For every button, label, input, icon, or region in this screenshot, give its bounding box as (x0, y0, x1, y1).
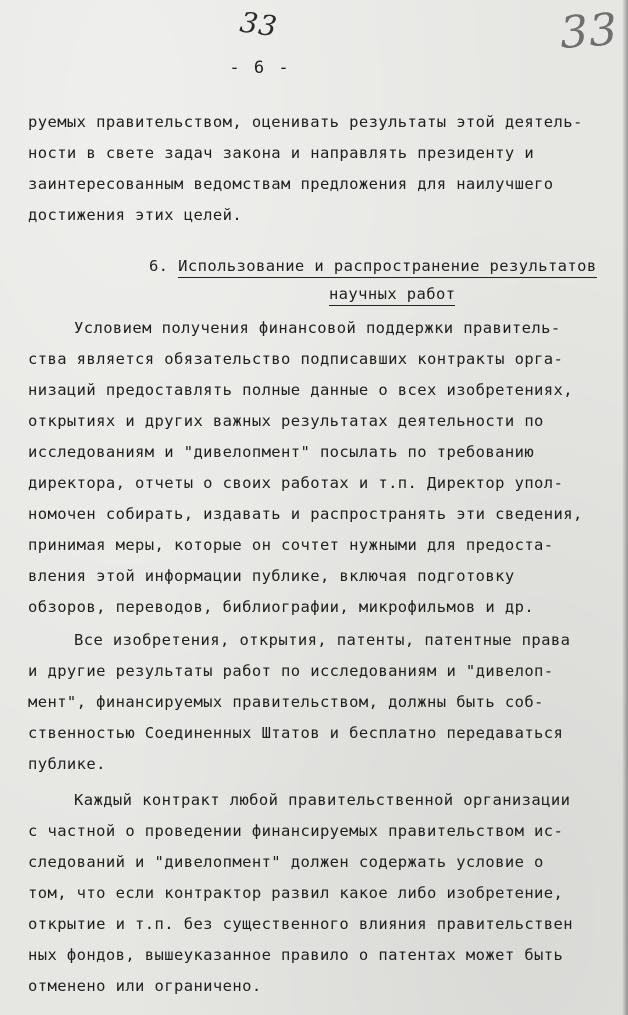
text-line: номочен собирать, издавать и распространять эти сведения, (28, 505, 583, 523)
text-line: руемых правительством, оценивать результаты этой деятель- (28, 113, 583, 131)
text-line: Условием получения финансовой поддержки правитель- (74, 319, 561, 337)
text-line: достижения этих целей. (28, 206, 243, 224)
text-line: отменено или ограничено. (28, 977, 262, 995)
text-line: открытие и т.п. без существенного влияния правительствен (28, 915, 573, 933)
text-line: мент", финансируемых правительством, должны быть соб- (28, 693, 544, 711)
section-title-part-1: Использование и распространение результатов (178, 257, 596, 278)
text-line: обзоров, переводов, библиографии, микрофильмов и др. (28, 598, 535, 616)
text-line: ства является обязательство подписавших контракты орга- (28, 350, 564, 368)
page-edge-shadow (622, 0, 628, 1015)
text-line: публике. (28, 755, 106, 773)
text-line: низаций предоставлять полные данные о всех изобретениях, (28, 381, 573, 399)
text-line: ности в свете задач закона и направлять президенту и (28, 144, 535, 162)
text-line: исследованиям и "дивелопмент" посылать по требованию (28, 443, 535, 461)
text-line: открытиях и других важных результатах деятельности по (28, 412, 544, 430)
text-line: вления этой информации публике, включая подготовку (28, 567, 515, 585)
text-line: директора, отчеты о своих работах и т.п. Директор упол- (28, 474, 564, 492)
text-line: том, что если контрактор развил какое либо изобретение, (28, 884, 564, 902)
text-line: ных фондов, вышеуказанное правило о патентах может быть (28, 946, 564, 964)
text-line: ственностью Соединенных Штатов и бесплатно передаваться (28, 724, 564, 742)
handwritten-page-number-right: 33 (558, 4, 620, 59)
text-line: с частной о проведении финансируемых правительством ис- (28, 822, 564, 840)
text-line: Все изобретения, открытия, патенты, патентные права (74, 631, 571, 649)
text-line: и другие результаты работ по исследованиям и "дивелоп- (28, 662, 554, 680)
section-title-part-2: научных работ (329, 285, 456, 306)
section-number: 6. (148, 257, 169, 275)
handwritten-page-number-left: 33 (237, 5, 280, 44)
text-line: Каждый контракт любой правительственной организации (74, 791, 571, 809)
text-line: следований и "дивелопмент" должен содержать условие о (28, 853, 544, 871)
section-heading-line-2 (290, 264, 455, 324)
text-line: принимая меры, которые он сочтет нужными для предоста- (28, 536, 554, 554)
text-line: заинтересованным ведомствам предложения для наилучшего (28, 175, 554, 193)
page-number: - 6 - (229, 58, 291, 78)
